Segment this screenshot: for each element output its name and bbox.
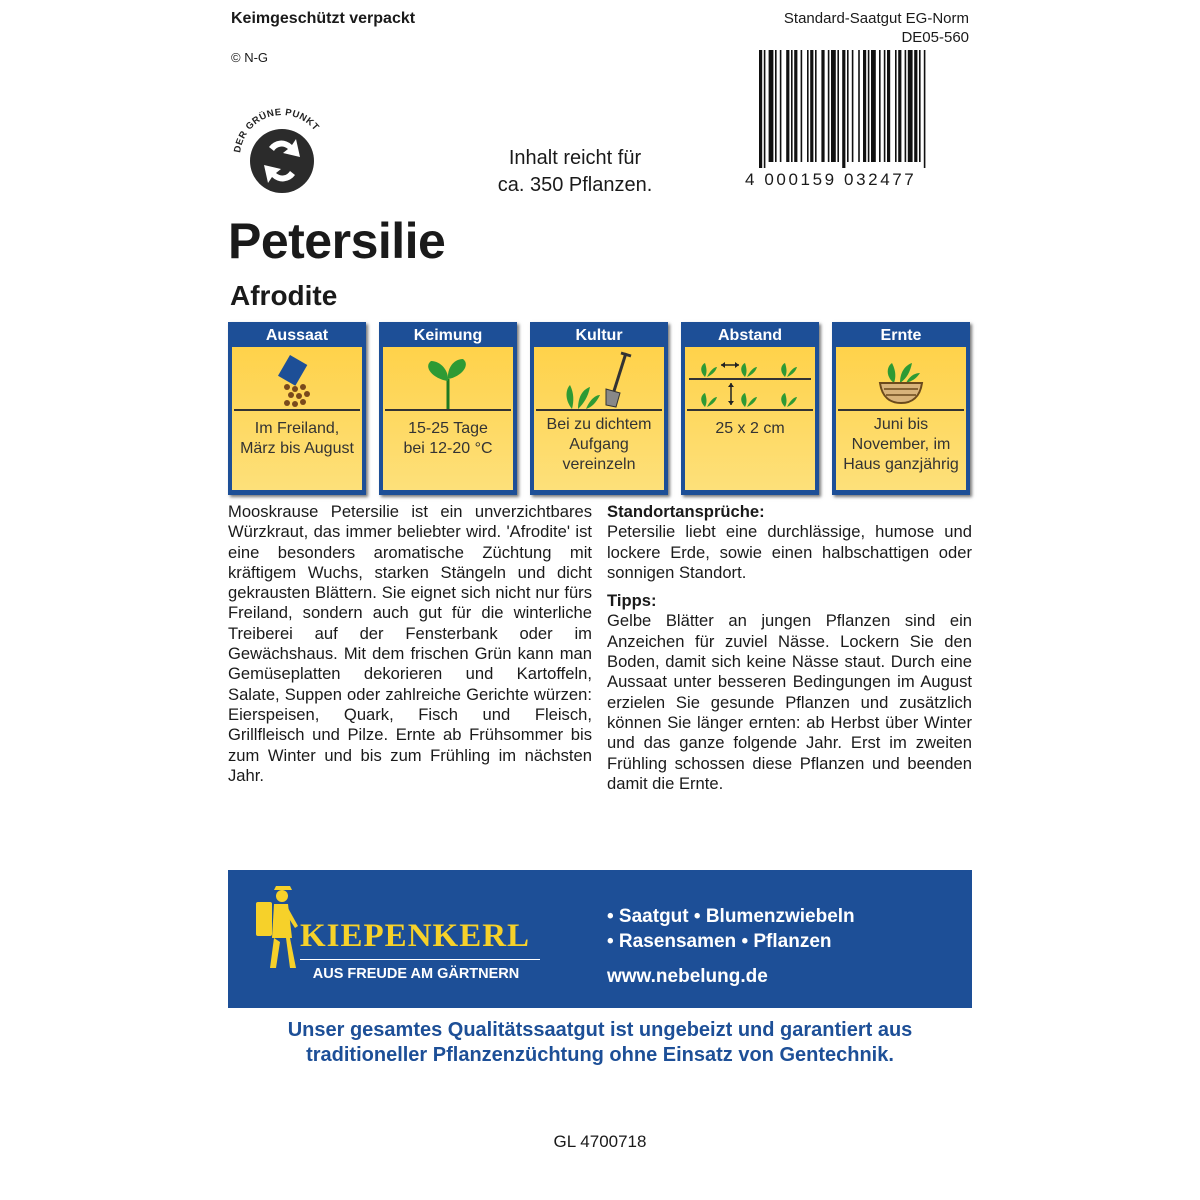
spacing-icon bbox=[685, 349, 815, 409]
step-label: Kultur bbox=[575, 327, 623, 344]
brand-products bbox=[607, 904, 855, 954]
step-text bbox=[385, 419, 511, 459]
location-heading: Standortansprüche: bbox=[607, 502, 765, 521]
barcode-bar bbox=[769, 50, 774, 162]
step-body bbox=[685, 347, 815, 490]
barcode-bar bbox=[828, 50, 830, 162]
step-ernte bbox=[832, 322, 970, 495]
tips-text: Gelbe Blätter an jungen Pflanzen sind ein Anzeichen für zuviel Nässe. Lockern Sie den Boden, damit sich keine Nässe staut. Durch eine Aussaat unter besseren Bedingungen im August erzielen Sie gesunde Pflanzen und zusätzlich können Sie länger ernten: ab Herbst über Winter und das ganze folgende Jahr. Erst im zweiten Frühling schossen diese Pflanzen und beenden damit die Ernte. bbox=[607, 611, 972, 793]
barcode-bar bbox=[847, 50, 849, 162]
step-abstand bbox=[681, 322, 819, 495]
standard-label: Standard-Saatgut EG-Norm bbox=[783, 10, 969, 27]
spade-plant-icon bbox=[534, 349, 664, 409]
brand-products-line1: • Saatgut • Blumenzwiebeln bbox=[607, 906, 855, 927]
content-note-line2: ca. 350 Pflanzen. bbox=[497, 174, 653, 196]
tips-heading: Tipps: bbox=[607, 591, 657, 611]
content-note bbox=[480, 145, 670, 199]
brand-url[interactable]: www.nebelung.de bbox=[607, 966, 768, 987]
harvest-bowl-icon bbox=[836, 349, 966, 409]
barcode-bar bbox=[801, 50, 803, 162]
step-text bbox=[838, 415, 964, 475]
step-text bbox=[536, 415, 662, 475]
step-body bbox=[534, 347, 664, 490]
ground-line bbox=[234, 409, 360, 411]
barcode-bar bbox=[863, 50, 866, 162]
copyright: © N-G bbox=[231, 50, 269, 65]
ground-line bbox=[838, 409, 964, 411]
seed-packet-icon bbox=[232, 349, 362, 409]
step-keimung bbox=[379, 322, 517, 495]
step-text-line: Aufgang bbox=[569, 436, 629, 453]
barcode-bar bbox=[919, 50, 921, 162]
barcode-bar bbox=[924, 50, 926, 168]
step-text-line: 25 x 2 cm bbox=[715, 420, 785, 437]
barcode-bar bbox=[879, 50, 881, 162]
barcode-bar bbox=[852, 50, 854, 162]
step-text-line: bei 12-20 °C bbox=[403, 440, 493, 457]
barcode-bar bbox=[831, 50, 836, 162]
packaging-note: Keimgeschützt verpackt bbox=[231, 10, 416, 27]
barcode-bar bbox=[791, 50, 793, 162]
brand-name: KIEPENKERL bbox=[300, 918, 531, 954]
step-label: Ernte bbox=[880, 327, 922, 344]
step-text-line: 15-25 Tage bbox=[408, 420, 488, 437]
standard-info bbox=[784, 9, 969, 47]
location-text: Petersilie liebt eine durchlässige, humose und lockere Erde, sowie einen halbschattigen oder sonnigen Standort. bbox=[607, 522, 972, 582]
description: Mooskrause Petersilie ist ein unverzichtbares Würzkraut, das immer beliebter wird. 'Afrodite' ist eine besonders aromatische Züchtung mit kräftigem Wuchs, starken Stängeln und dicht gekrausten Blättern. Sie eignet sich nicht nur fürs Freiland, sondern auch gut für die winterliche Treiberei auf der Fensterbank oder im Gewächshaus. Mit dem frischen Grün kann man Gemüseplatten dekorieren und Kartoffeln, Salate, Suppen oder zahlreiche Gerichte würzen: Eierspeisen, Quark, Fisch und Fleisch, Grillfleisch und Pilze. Ernte ab Frühsommer bis zum Winter und bis zum Frühling im nächsten Jahr. bbox=[228, 502, 592, 785]
step-label: Abstand bbox=[718, 327, 782, 344]
step-text-line: Juni bis bbox=[873, 416, 929, 433]
barcode-bar bbox=[871, 50, 876, 162]
content-note-line1: Inhalt reicht für bbox=[508, 147, 642, 169]
cultivation-steps bbox=[228, 322, 972, 495]
barcode-bar bbox=[858, 50, 860, 162]
barcode-bar bbox=[780, 50, 782, 162]
barcode-bar bbox=[794, 50, 797, 162]
step-body bbox=[383, 347, 513, 490]
step-kultur bbox=[530, 322, 668, 495]
brand-divider bbox=[300, 959, 540, 960]
barcode-bar bbox=[815, 50, 817, 162]
barcode-bar bbox=[884, 50, 886, 162]
barcode-bar bbox=[895, 50, 897, 162]
step-label: Keimung bbox=[413, 327, 483, 344]
quality-note-line2: traditioneller Pflanzenzüchtung ohne Einsatz von Gentechnik. bbox=[306, 1044, 894, 1066]
step-label: Aussaat bbox=[265, 327, 329, 344]
barcode-bar bbox=[842, 50, 845, 168]
standard-code: DE05-560 bbox=[901, 29, 969, 46]
step-text-line: Haus ganzjährig bbox=[843, 456, 959, 473]
step-body bbox=[836, 347, 966, 490]
ground-line bbox=[536, 409, 662, 411]
barcode-number: 4 000159 032477 bbox=[745, 170, 917, 189]
barcode-bar bbox=[775, 50, 777, 162]
barcode-bar bbox=[887, 50, 890, 162]
step-text-line: Im Freiland, bbox=[254, 420, 340, 437]
product-variety: Afrodite bbox=[230, 280, 338, 311]
green-dot-logo-icon bbox=[222, 95, 342, 200]
ground-line bbox=[385, 409, 511, 411]
ground-line bbox=[687, 409, 813, 411]
barcode-bar bbox=[914, 50, 917, 162]
step-text bbox=[234, 419, 360, 459]
barcode-bar bbox=[898, 50, 901, 162]
barcode-bar bbox=[905, 50, 907, 162]
step-text-line: März bis August bbox=[240, 440, 354, 457]
barcode-bar bbox=[868, 50, 870, 162]
barcode-bar bbox=[807, 50, 809, 162]
quality-note bbox=[228, 1018, 972, 1068]
info-column bbox=[607, 502, 972, 802]
seedling-icon bbox=[383, 349, 513, 409]
brand-slogan: AUS FREUDE AM GÄRTNERN bbox=[312, 966, 520, 982]
quality-note-line1: Unser gesamtes Qualitätssaatgut ist ungebeizt und garantiert aus bbox=[287, 1019, 913, 1041]
barcode-bar bbox=[837, 50, 839, 162]
step-text-line: November, im bbox=[851, 436, 951, 453]
brand-products-line2: • Rasensamen • Pflanzen bbox=[607, 931, 832, 952]
barcode-bar bbox=[908, 50, 913, 162]
barcode-bar bbox=[764, 50, 766, 168]
barcode-bar bbox=[786, 50, 789, 162]
step-text-line: Bei zu dichtem bbox=[546, 416, 652, 433]
step-body bbox=[232, 347, 362, 490]
gl-code: GL 4700718 bbox=[553, 1132, 647, 1151]
step-text bbox=[687, 419, 813, 439]
barcode-bar bbox=[810, 50, 813, 162]
svg-text:DER GRÜNE PUNKT: DER GRÜNE PUNKT bbox=[232, 106, 322, 154]
step-text-line: vereinzeln bbox=[562, 456, 636, 473]
product-name: Petersilie bbox=[228, 213, 446, 269]
barcode-bar bbox=[759, 50, 762, 168]
step-aussaat bbox=[228, 322, 366, 495]
kiepenkerl-figure-icon bbox=[252, 880, 300, 972]
barcode-bar bbox=[821, 50, 824, 162]
